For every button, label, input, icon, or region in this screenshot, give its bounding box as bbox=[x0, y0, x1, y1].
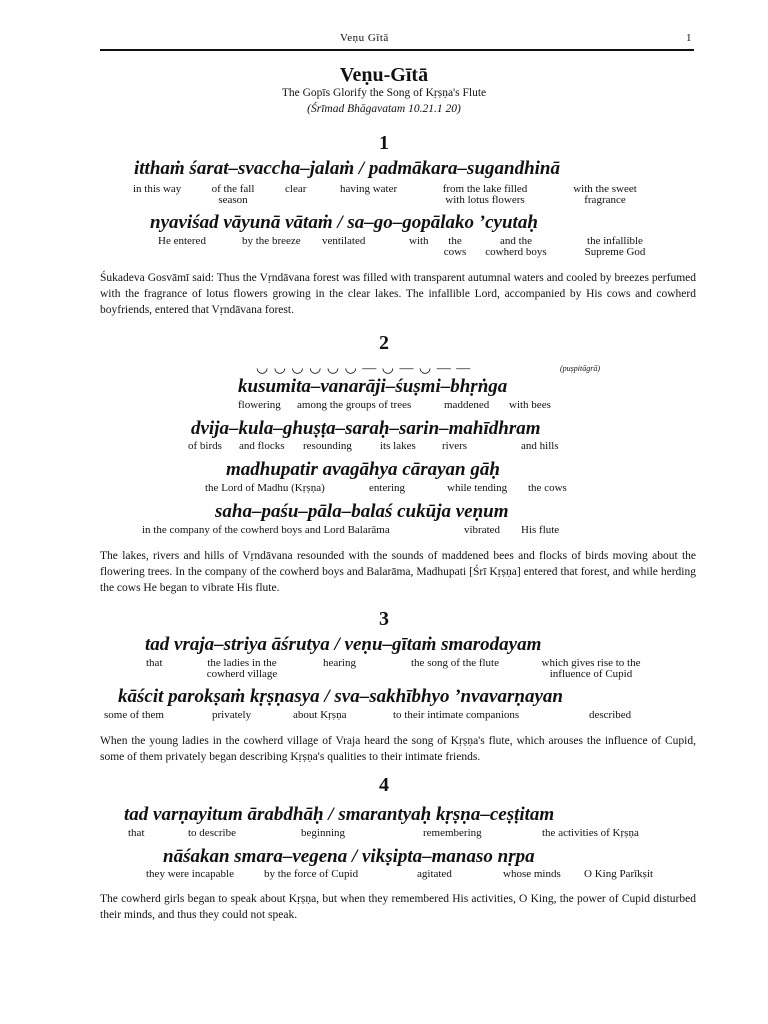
gloss: of birds bbox=[188, 440, 222, 452]
gloss: beginning bbox=[301, 827, 345, 839]
document-subtitle: The Gopīs Glorify the Song of Kṛṣṇa's Flute bbox=[281, 87, 487, 99]
gloss: with the sweet fragrance bbox=[573, 183, 637, 206]
gloss: and hills bbox=[521, 440, 559, 452]
gloss: clear bbox=[285, 183, 307, 195]
gloss: in this way bbox=[133, 183, 182, 195]
gloss: the activities of Kṛṣṇa bbox=[542, 827, 639, 839]
gloss: remembering bbox=[423, 827, 482, 839]
gloss: while tending bbox=[447, 482, 508, 494]
gloss: with bbox=[409, 235, 429, 247]
gloss: and flocks bbox=[239, 440, 285, 452]
gloss: whose minds bbox=[503, 868, 561, 880]
verse-line: saha–paśu–pāla–balaś cukūja veṇum bbox=[215, 501, 509, 522]
gloss: the song of the flute bbox=[411, 657, 499, 669]
gloss: from the lake filled with lotus flowers bbox=[442, 183, 528, 206]
verse-number: 2 bbox=[379, 332, 389, 354]
gloss: about Kṛṣṇa bbox=[293, 709, 347, 721]
verse-number: 4 bbox=[379, 774, 389, 796]
gloss: resounding bbox=[303, 440, 352, 452]
gloss: the Lord of Madhu (Kṛṣṇa) bbox=[205, 482, 325, 494]
verse-number: 1 bbox=[379, 132, 389, 154]
meter-label: (puṣpitāgrā) bbox=[560, 364, 600, 373]
meter-marks: ◡ ◡ ◡ ◡ ◡ ◡ — ◡ — ◡ — — bbox=[256, 361, 472, 376]
gloss: entering bbox=[369, 482, 406, 494]
gloss: flowering bbox=[238, 399, 281, 411]
gloss: and the cowherd boys bbox=[485, 235, 547, 258]
verse-line: itthaṁ śarat–svaccha–jalaṁ / padmākara–sugandhinā bbox=[134, 158, 560, 179]
verse-line: nyaviśad vāyunā vātaṁ / sa–go–gopālako ’cyutaḥ bbox=[150, 212, 538, 233]
gloss: the cows bbox=[528, 482, 567, 494]
verse-line: kusumita–vanarāji–śuṣmi–bhṛṅga bbox=[238, 376, 508, 397]
gloss: by the breeze bbox=[242, 235, 301, 247]
verse-line: nāśakan smara–vegena / vikṣipta–manaso nṛpa bbox=[163, 846, 535, 867]
gloss: that bbox=[128, 827, 145, 839]
gloss: in the company of the cowherd boys and Lord Balarāma bbox=[142, 524, 390, 536]
gloss: privately bbox=[212, 709, 252, 721]
verse-line: tad vraja–striya āśrutya / veṇu–gītaṁ smarodayam bbox=[145, 634, 542, 655]
gloss: which gives rise to the influence of Cupid bbox=[541, 657, 641, 680]
gloss: some of them bbox=[104, 709, 164, 721]
document-source: (Śrīmad Bhāgavatam 10.21.1 20) bbox=[307, 103, 461, 115]
gloss: described bbox=[589, 709, 632, 721]
translation-paragraph: The lakes, rivers and hills of Vṛndāvana resounded with the sounds of maddened bees and flocks of birds moving about the flowering trees. In the company of the cowherd boys and Balarāma, Madhupati [Śrī Kṛṣṇa] entered that forest, and while herding the cows He began to vibrate His flute. bbox=[100, 550, 696, 594]
gloss: hearing bbox=[323, 657, 356, 669]
verse-number: 3 bbox=[379, 608, 389, 630]
header-rule bbox=[100, 49, 694, 51]
gloss: to their intimate companions bbox=[393, 709, 520, 721]
gloss: He entered bbox=[158, 235, 206, 247]
gloss: the ladies in the cowherd village bbox=[206, 657, 278, 680]
verse-line: dvija–kula–ghuṣṭa–saraḥ–sarin–mahīdhram bbox=[191, 418, 541, 439]
translation-paragraph: Śukadeva Gosvāmī said: Thus the Vṛndāvana forest was filled with transparent autumnal waters and cooled by breezes perfumed with the fragrance of lotus flowers growing in the clear lakes. The infallible Lord, accompanied by His cows and cowherd boyfriends, entered that Vṛndāvana forest. bbox=[100, 272, 696, 316]
gloss: rivers bbox=[442, 440, 468, 452]
page-number: 1 bbox=[686, 32, 692, 44]
gloss: maddened bbox=[444, 399, 490, 411]
translation-paragraph: When the young ladies in the cowherd village of Vraja heard the song of Kṛṣṇa's flute, which arouses the influence of Cupid, some of them privately began describing Kṛṣṇa's qualities to their intimate friends. bbox=[100, 735, 696, 763]
gloss: with bees bbox=[509, 399, 551, 411]
gloss: to describe bbox=[188, 827, 236, 839]
gloss: of the fall season bbox=[211, 183, 255, 206]
verse-line: madhupatir avagāhya cārayan gāḥ bbox=[226, 459, 500, 480]
gloss: the cows bbox=[443, 235, 467, 258]
translation-paragraph: The cowherd girls began to speak about Kṛṣṇa, but when they remembered His activities, O King, the power of Cupid disturbed their minds, and thus they could not speak. bbox=[100, 893, 696, 921]
verse-line: kāścit parokṣaṁ kṛṣṇasya / sva–sakhībhyo ’nvavarṇayan bbox=[118, 686, 563, 707]
gloss: the infallible Supreme God bbox=[584, 235, 646, 258]
gloss: ventilated bbox=[322, 235, 366, 247]
gloss: among the groups of trees bbox=[297, 399, 412, 411]
gloss: having water bbox=[340, 183, 398, 195]
gloss: vibrated bbox=[464, 524, 501, 536]
verse-line: tad varṇayitum ārabdhāḥ / smarantyaḥ kṛṣṇa–ceṣṭitam bbox=[124, 804, 555, 825]
gloss: agitated bbox=[417, 868, 452, 880]
gloss: that bbox=[146, 657, 163, 669]
gloss: they were incapable bbox=[146, 868, 234, 880]
running-header-title: Veṇu Gītā bbox=[340, 32, 389, 44]
gloss: its lakes bbox=[380, 440, 416, 452]
gloss: His flute bbox=[521, 524, 560, 536]
document-title: Veṇu-Gītā bbox=[339, 64, 429, 86]
gloss: O King Parīkṣit bbox=[584, 868, 654, 880]
gloss: by the force of Cupid bbox=[264, 868, 359, 880]
